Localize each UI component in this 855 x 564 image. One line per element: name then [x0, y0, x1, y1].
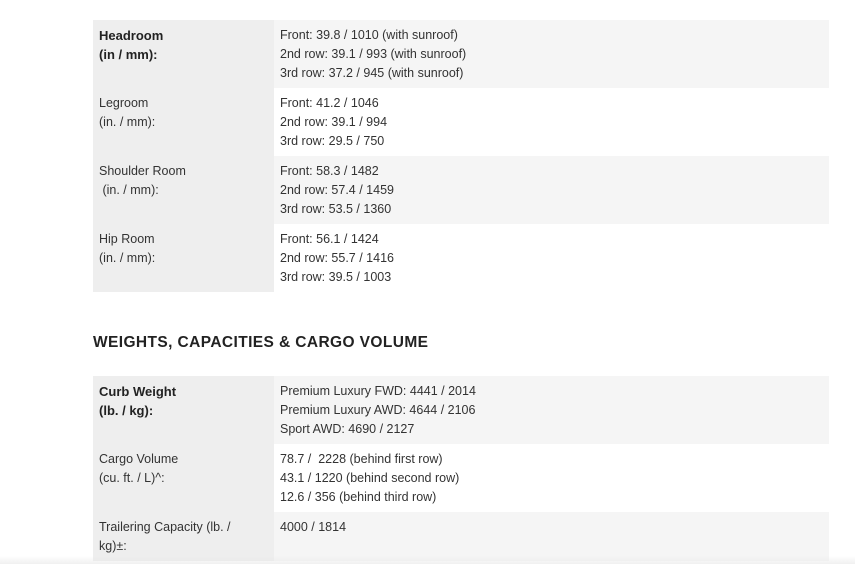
spec-value-line: Premium Luxury FWD: 4441 / 2014 [280, 384, 476, 398]
table-row [93, 376, 829, 444]
spec-value-cell [274, 224, 829, 292]
spec-value-cell [274, 88, 829, 156]
spec-value-line: 43.1 / 1220 (behind second row) [280, 471, 460, 485]
spec-value-line: 3rd row: 29.5 / 750 [280, 134, 385, 148]
spec-value-line: 78.7 / 2228 (behind first row) [280, 452, 443, 466]
spec-value-cell [274, 376, 829, 444]
table-row [93, 512, 829, 561]
spec-label-cell [93, 512, 274, 561]
spec-label [99, 230, 268, 268]
spec-label-line: Legroom [99, 96, 149, 110]
spec-label-cell [93, 88, 274, 156]
spec-value-line: 3rd row: 39.5 / 1003 [280, 270, 392, 284]
spec-value-line: Premium Luxury AWD: 4644 / 2106 [280, 403, 476, 417]
bottom-edge-shadow [0, 556, 855, 564]
spec-value-cell [274, 156, 829, 224]
spec-label [99, 94, 268, 132]
spec-label-cell [93, 376, 274, 444]
spec-label-line: (cu. ft. / L)^: [99, 471, 165, 485]
spec-value-line: Front: 41.2 / 1046 [280, 96, 379, 110]
table-row [93, 224, 829, 292]
table-row [93, 156, 829, 224]
spec-label-cell [93, 444, 274, 512]
spec-value-cell [274, 20, 829, 88]
spec-label-line: (in. / mm): [99, 251, 156, 265]
spec-value-line: 12.6 / 356 (behind third row) [280, 490, 437, 504]
spec-value-line: Front: 39.8 / 1010 (with sunroof) [280, 28, 458, 42]
spec-label-line: Hip Room [99, 232, 155, 246]
spec-label-cell [93, 20, 274, 88]
spec-label-line: (lb. / kg): [99, 403, 154, 418]
section-heading-weights: WEIGHTS, CAPACITIES & CARGO VOLUME [93, 334, 429, 351]
spec-value-line: 2nd row: 39.1 / 994 [280, 115, 388, 129]
spec-value-cell [274, 444, 829, 512]
table-row [93, 20, 829, 88]
spec-label-line: Shoulder Room [99, 164, 186, 178]
spec-value-line: Front: 56.1 / 1424 [280, 232, 379, 246]
spec-value-line: 2nd row: 39.1 / 993 (with sunroof) [280, 47, 467, 61]
spec-label-line: kg)±: [99, 539, 127, 553]
spec-label [99, 26, 268, 64]
spec-label-line: (in. / mm): [99, 183, 159, 197]
spec-label-cell [93, 156, 274, 224]
spec-value-line: Sport AWD: 4690 / 2127 [280, 422, 415, 436]
spec-value-line: 3rd row: 53.5 / 1360 [280, 202, 392, 216]
weights-capacities-table [93, 376, 829, 561]
spec-label [99, 162, 268, 200]
spec-label-line: Curb Weight [99, 384, 177, 399]
spec-value-line: 2nd row: 57.4 / 1459 [280, 183, 394, 197]
spec-label-line: Cargo Volume [99, 452, 179, 466]
spec-label [99, 382, 268, 420]
spec-label-line: (in / mm): [99, 47, 158, 62]
spec-label-line: (in. / mm): [99, 115, 156, 129]
spec-value-line: Front: 58.3 / 1482 [280, 164, 379, 178]
spec-label [99, 518, 268, 556]
spec-label-line: Trailering Capacity (lb. / [99, 520, 231, 534]
table-row [93, 444, 829, 512]
spec-value-line: 4000 / 1814 [280, 520, 347, 534]
interior-dimensions-table [93, 20, 829, 292]
spec-label-line: Headroom [99, 28, 164, 43]
spec-label [99, 450, 268, 488]
spec-label-cell [93, 224, 274, 292]
table-row [93, 88, 829, 156]
spec-value-line: 3rd row: 37.2 / 945 (with sunroof) [280, 66, 464, 80]
spec-value-line: 2nd row: 55.7 / 1416 [280, 251, 394, 265]
spec-value-cell [274, 512, 829, 561]
